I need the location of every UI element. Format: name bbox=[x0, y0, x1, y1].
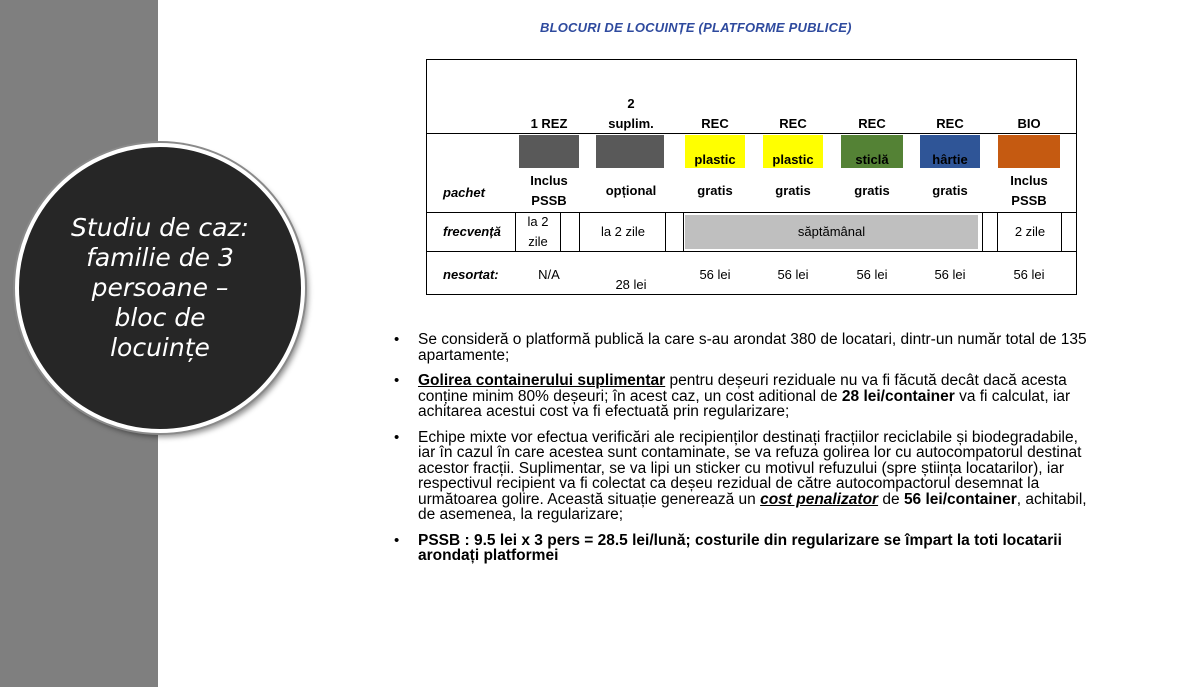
bullet-text: Echipe mixte vor efectua verificări ale recipienților destinați fracțiilor reciclabile și biodegradabile, iar în cazul în care acestea sunt contaminate, se va refuza golirea lor cu autocompatorul destinat acestor fracții. Suplimentar, se va lipi un sticker cu motivul refuzului (spre știința locatarilor), iar respectivul recipient va fi colectat ca deșeu rezidual de către autocompactorul desemnat la următoarea golire. Această situație generează un bbox=[418, 428, 1082, 508]
swatch-sticla bbox=[841, 135, 903, 168]
bullet-emphasis: 56 lei/container bbox=[903, 490, 1017, 508]
circle-line: locuințe bbox=[110, 333, 210, 362]
bullet-text: pentru deșeuri reziduale nu va fi făcută decât dacă acesta conține minim 80% deșeuri; în acest caz, un cost aditional de bbox=[418, 372, 1067, 405]
bullet-item bbox=[394, 533, 1094, 564]
col-divider bbox=[665, 212, 666, 251]
bullet-item bbox=[394, 332, 1094, 363]
pachet-c7-line1: Inclus bbox=[1010, 173, 1048, 188]
pachet-c6: gratis bbox=[932, 183, 968, 198]
col-divider bbox=[560, 212, 561, 251]
table-title: BLOCURI DE LOCUINȚE (PLATFORME PUBLICE) bbox=[540, 20, 852, 35]
frecventa-c2: la 2 zile bbox=[600, 224, 646, 239]
col-divider bbox=[997, 212, 998, 251]
header-c7: BIO bbox=[1017, 116, 1041, 131]
pachet-c3: gratis bbox=[697, 183, 733, 198]
nesortat-c3: 56 lei bbox=[699, 267, 731, 282]
circle-line: familie de 3 bbox=[86, 243, 234, 272]
circle-line: Studiu de caz: bbox=[71, 213, 249, 242]
col-divider bbox=[515, 212, 516, 251]
bullet-text: Se consideră o platformă publică la care s-au arondat 380 de locatari, dintr-un număr total de 135 apartamente; bbox=[418, 331, 1087, 364]
col-divider bbox=[579, 212, 580, 251]
bullet-item bbox=[394, 373, 1094, 420]
swatch-label: plastic bbox=[772, 152, 814, 167]
frecventa-c7: 2 zile bbox=[1014, 224, 1046, 239]
swatch-bio bbox=[998, 135, 1060, 168]
pachet-c7-line2: PSSB bbox=[1011, 193, 1047, 208]
swatch-hartie bbox=[920, 135, 980, 168]
bullet-emphasis: 28 lei/container bbox=[841, 387, 955, 405]
frecventa-c1-line2: zile bbox=[528, 234, 548, 249]
bullet-text: , achitabil, de asemenea, la regularizare; bbox=[418, 490, 1087, 523]
bullet-text: PSSB : 9.5 lei x 3 pers = 28.5 lei/lună; costurile din regularizare se împart la toti locatarii arondați platformei bbox=[418, 531, 1062, 564]
pachet-c5: gratis bbox=[854, 183, 890, 198]
nesortat-c1: N/A bbox=[538, 267, 560, 282]
pachet-c1-line2: PSSB bbox=[531, 193, 567, 208]
pachet-c1-line1: Inclus bbox=[530, 173, 568, 188]
pachet-c4: gratis bbox=[775, 183, 811, 198]
col-divider bbox=[982, 212, 983, 251]
header-c3: REC bbox=[701, 116, 729, 131]
row-label-nesortat: nesortat: bbox=[443, 267, 499, 282]
circle-line: persoane – bbox=[91, 273, 229, 302]
circle-line: bloc de bbox=[114, 303, 206, 332]
swatch-suplim bbox=[596, 135, 664, 168]
swatch-rez bbox=[519, 135, 579, 168]
header-divider bbox=[427, 133, 1076, 134]
row-label-pachet: pachet bbox=[443, 185, 485, 200]
bullet-text: de bbox=[878, 490, 904, 508]
header-c1-label: 1 REZ bbox=[530, 116, 568, 131]
bullet-emphasis: Golirea containerului suplimentar bbox=[418, 372, 666, 389]
nesortat-c5: 56 lei bbox=[856, 267, 888, 282]
header-c1 bbox=[519, 95, 579, 113]
case-study-circle bbox=[15, 143, 305, 433]
col-divider bbox=[1061, 212, 1062, 251]
col-divider bbox=[683, 212, 684, 251]
row-label-frecventa: frecvență bbox=[443, 224, 501, 239]
frecventa-band-label: săptămânal bbox=[797, 224, 866, 239]
swatch-label: plastic bbox=[694, 152, 736, 167]
nesortat-c7: 56 lei bbox=[1013, 267, 1045, 282]
swatch-label: sticlă bbox=[855, 152, 889, 167]
swatch-plastic-2 bbox=[763, 135, 823, 168]
bullet-list bbox=[394, 332, 1094, 574]
bullet-emphasis: cost penalizator bbox=[760, 490, 879, 508]
header-c2-line2: suplim. bbox=[608, 116, 654, 131]
bullet-text: va fi calculat, iar achitarea acestui cost va fi efectuată prin regularizare; bbox=[418, 387, 1071, 420]
header-c5: REC bbox=[858, 116, 886, 131]
waste-table bbox=[426, 59, 1077, 295]
pachet-c2: opțional bbox=[605, 183, 657, 198]
frecventa-c1-line1: la 2 bbox=[527, 214, 549, 229]
bullet-item bbox=[394, 430, 1094, 523]
header-c6: REC bbox=[936, 116, 964, 131]
header-c2-line1: 2 bbox=[627, 96, 635, 111]
swatch-plastic-1 bbox=[685, 135, 745, 168]
swatch-label: hârtie bbox=[932, 152, 968, 167]
frecventa-divider bbox=[427, 251, 1076, 252]
nesortat-c4: 56 lei bbox=[777, 267, 809, 282]
nesortat-c2: 28 lei bbox=[615, 277, 647, 292]
case-study-text bbox=[60, 213, 260, 363]
header-c4: REC bbox=[779, 116, 807, 131]
nesortat-c6: 56 lei bbox=[934, 267, 966, 282]
